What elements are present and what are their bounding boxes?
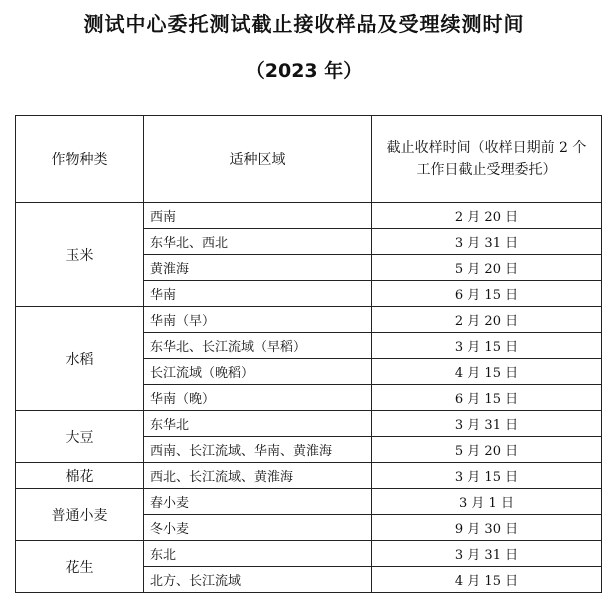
deadline-cell: 3 月 1 日 xyxy=(372,489,602,515)
table-row xyxy=(16,307,602,333)
deadline-cell: 4 月 15 日 xyxy=(372,359,602,385)
region-cell: 东北 xyxy=(144,541,372,567)
table-header xyxy=(16,116,602,203)
deadline-cell: 3 月 31 日 xyxy=(372,541,602,567)
header-deadline: 截止收样时间（收样日期前 2 个工作日截止受理委托） xyxy=(372,116,602,203)
table-row xyxy=(16,541,602,567)
table-row xyxy=(16,411,602,437)
region-cell: 冬小麦 xyxy=(144,515,372,541)
deadline-cell: 3 月 31 日 xyxy=(372,411,602,437)
region-cell: 西南、长江流域、华南、黄淮海 xyxy=(144,437,372,463)
deadline-cell: 2 月 20 日 xyxy=(372,203,602,229)
document-title: 测试中心委托测试截止接收样品及受理续测时间 xyxy=(83,12,525,36)
table-row xyxy=(16,203,602,229)
region-cell: 东华北、西北 xyxy=(144,229,372,255)
region-cell: 西南 xyxy=(144,203,372,229)
region-cell: 西北、长江流域、黄淮海 xyxy=(144,463,372,489)
deadline-cell: 4 月 15 日 xyxy=(372,567,602,593)
header-region: 适种区域 xyxy=(144,116,372,203)
region-cell: 东华北 xyxy=(144,411,372,437)
crop-cell: 大豆 xyxy=(16,411,144,463)
deadline-cell: 2 月 20 日 xyxy=(372,307,602,333)
region-cell: 华南（早） xyxy=(144,307,372,333)
table-row xyxy=(16,489,602,515)
deadline-cell: 6 月 15 日 xyxy=(372,281,602,307)
deadline-table xyxy=(15,115,602,593)
table-row xyxy=(16,463,602,489)
header-crop: 作物种类 xyxy=(16,116,144,203)
region-cell: 华南 xyxy=(144,281,372,307)
crop-cell: 棉花 xyxy=(16,463,144,489)
deadline-cell: 5 月 20 日 xyxy=(372,437,602,463)
deadline-cell: 6 月 15 日 xyxy=(372,385,602,411)
crop-cell: 玉米 xyxy=(16,203,144,307)
deadline-cell: 9 月 30 日 xyxy=(372,515,602,541)
deadline-cell: 3 月 15 日 xyxy=(372,333,602,359)
deadline-cell: 5 月 20 日 xyxy=(372,255,602,281)
table-body xyxy=(16,203,602,593)
crop-cell: 水稻 xyxy=(16,307,144,411)
region-cell: 黄淮海 xyxy=(144,255,372,281)
crop-cell: 普通小麦 xyxy=(16,489,144,541)
header-row xyxy=(16,116,602,203)
region-cell: 长江流域（晚稻） xyxy=(144,359,372,385)
deadline-cell: 3 月 31 日 xyxy=(372,229,602,255)
deadline-cell: 3 月 15 日 xyxy=(372,463,602,489)
region-cell: 北方、长江流域 xyxy=(144,567,372,593)
region-cell: 东华北、长江流域（早稻） xyxy=(144,333,372,359)
region-cell: 春小麦 xyxy=(144,489,372,515)
crop-cell: 花生 xyxy=(16,541,144,593)
document-subtitle: （2023 年） xyxy=(245,60,363,82)
region-cell: 华南（晚） xyxy=(144,385,372,411)
